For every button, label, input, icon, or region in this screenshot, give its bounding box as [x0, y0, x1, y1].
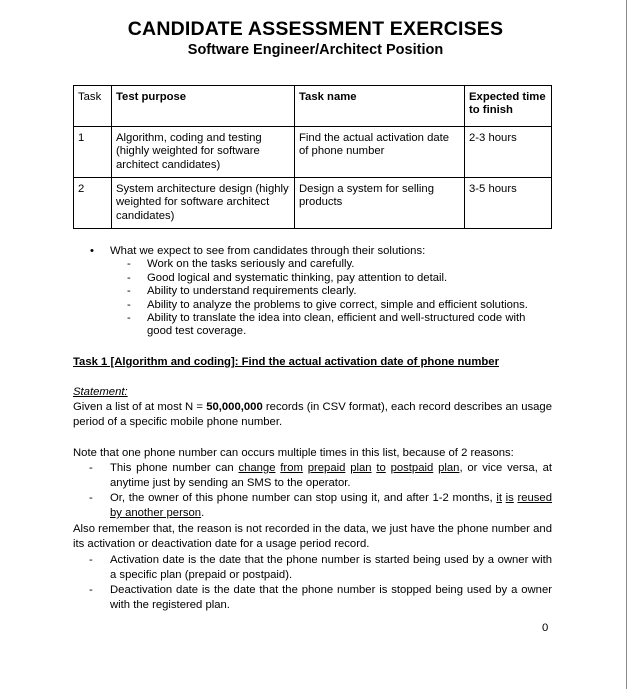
list-item-text: Work on the tasks seriously and carefully. — [147, 258, 355, 271]
dash-icon: - — [127, 298, 131, 311]
statement-suffix: records (in CSV format), each record describes an usage period of a specific mobile phone number. — [73, 401, 552, 428]
underlined-word: from — [280, 462, 303, 474]
table-header-row — [74, 86, 552, 127]
bullet-icon: • — [90, 245, 94, 257]
underlined-word: change — [238, 462, 276, 474]
list-item-text: Ability to analyze the problems to give correct, simple and efficient solutions. — [147, 298, 528, 311]
underlined-word: postpaid — [390, 462, 434, 474]
reason2-text-b: . — [201, 507, 205, 519]
dash-icon: - — [127, 258, 131, 271]
page-edge-divider — [626, 0, 627, 689]
underlined-phrase: by another person — [110, 507, 202, 519]
expectations-list — [90, 245, 550, 339]
header-test-purpose: Test purpose — [112, 86, 295, 127]
list-item — [127, 312, 550, 339]
reason1-text-b: , or vice versa, at anytime just by sending an SMS to the operator. — [110, 462, 553, 489]
dash-icon: - — [127, 285, 131, 298]
underlined-word: to — [376, 462, 386, 474]
list-item — [127, 258, 550, 271]
table-cell: System architecture design (highly weighted for software architect candidates) — [112, 178, 295, 229]
dash-icon: - — [89, 462, 93, 474]
underlined-word: it — [496, 492, 502, 504]
dash-icon: - — [89, 492, 93, 504]
document-title: CANDIDATE ASSESSMENT EXERCISES — [127, 18, 504, 40]
list-item — [89, 461, 552, 491]
underlined-word: prepaid — [307, 462, 346, 474]
task1-heading: Task 1 [Algorithm and coding]: Find the actual activation date of phone number — [73, 356, 499, 368]
list-item — [127, 299, 550, 312]
table-row — [74, 178, 552, 229]
expectations-sublist — [90, 258, 550, 338]
table-cell: Design a system for selling products — [295, 178, 465, 229]
statement-prefix: Given a list of at most N = — [73, 401, 207, 413]
list-item — [89, 553, 552, 583]
page-number: 0 — [542, 622, 549, 634]
underlined-word: reused — [517, 492, 552, 504]
header-task: Task — [74, 86, 112, 127]
definition-activation: Activation date is the date that the phone number is started being used by a owner with a specific plan (prepaid or postpaid). — [110, 554, 552, 581]
list-item — [127, 285, 550, 298]
header-task-name: Task name — [295, 86, 465, 127]
reasons-list — [89, 461, 552, 521]
table-row — [74, 127, 552, 178]
dash-icon: - — [89, 584, 93, 596]
dash-icon: - — [127, 271, 131, 284]
statement-max-records: 50,000,000 — [206, 401, 263, 413]
table-cell: Algorithm, coding and testing (highly weighted for software architect candidates) — [112, 127, 295, 178]
table-cell: 3-5 hours — [465, 178, 552, 229]
dash-icon: - — [89, 554, 93, 566]
list-item — [127, 272, 550, 285]
header-expected-time: Expected time to finish — [465, 86, 552, 127]
list-item-text: Good logical and systematic thinking, pay attention to detail. — [147, 271, 448, 284]
table-cell: 2 — [74, 178, 112, 229]
remember-paragraph: Also remember that, the reason is not recorded in the data, we just have the phone number and its activation or deactivation date for a usage period record. — [73, 523, 552, 550]
list-item — [89, 583, 552, 613]
expectations-intro-text: What we expect to see from candidates through their solutions: — [110, 245, 426, 257]
definition-deactivation: Deactivation date is the date that the phone number is stopped being used by a owner with the registered plan. — [110, 584, 552, 611]
task-table — [73, 85, 552, 229]
statement-label: Statement: — [73, 386, 128, 398]
table-cell: 2-3 hours — [465, 127, 552, 178]
underlined-word: is — [505, 492, 514, 504]
table-cell: 1 — [74, 127, 112, 178]
underlined-word: plan — [438, 462, 460, 474]
reason1-text-a: This phone number can — [110, 462, 239, 474]
underlined-word: plan — [350, 462, 372, 474]
table-cell: Find the actual activation date of phone number — [295, 127, 465, 178]
statement-paragraph — [73, 400, 552, 430]
document-subtitle: Software Engineer/Architect Position — [187, 42, 444, 58]
list-item-text: Ability to translate the idea into clean, efficient and well-structured code with good test coverage. — [147, 312, 526, 338]
list-item-text: Ability to understand requirements clearly. — [147, 285, 357, 298]
expectations-intro — [90, 245, 550, 258]
note-paragraph: Note that one phone number can occurs multiple times in this list, because of 2 reasons: — [73, 447, 514, 459]
reason2-text-a: Or, the owner of this phone number can stop using it, and after 1-2 months, — [110, 492, 497, 504]
definitions-list — [89, 553, 552, 613]
dash-icon: - — [127, 312, 131, 325]
list-item — [89, 491, 552, 521]
